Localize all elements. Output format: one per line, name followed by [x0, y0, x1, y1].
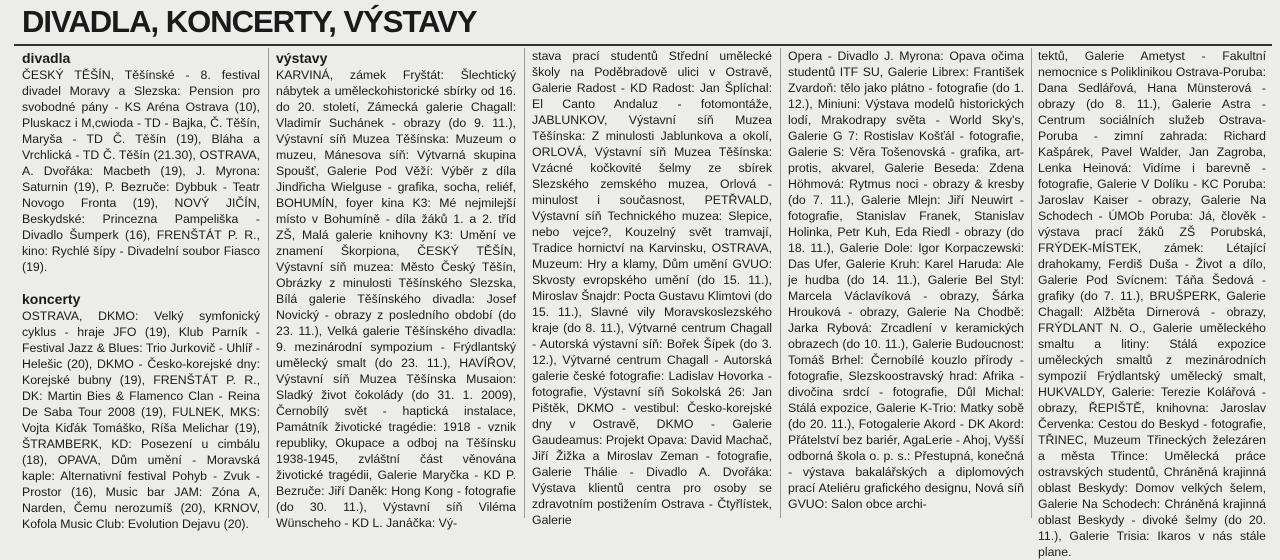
column-1 [22, 48, 260, 531]
column-5 [1038, 48, 1266, 559]
column-divider [524, 48, 525, 518]
column-divider [780, 48, 781, 518]
column-divider [1031, 48, 1032, 518]
theatre-listings: ČESKÝ TĚŠÍN, Těšínské - 8. festival divadel Moravy a Slezska: Pension pro svobodné pány - KS Aréna Ostrava (10), Pluskacz i M,cwioda - TD - Bajka, Č. Těšín, Maryša - TD Č. Těšín (19), Bláha a Vrchlická - TD Č. Těšín (21.30), OSTRAVA, A. Dvořáka: Macbeth (19), J. Myrona: Saturnin (19), P. Bezruče: Dybbuk - Teatr Novogo Fronta (19), NOVÝ JIČÍN, Beskydské: Princezna Pampeliška - Divadlo Šumperk (16), FRENŠTÁT P. R., kino: Rychlé šípy - Divadelní soubor Fiasco (19). [22, 68, 260, 274]
exhibition-listings-3: Opera - Divadlo J. Myrona: Opava očima studentů ITF SU, Galerie Librex: František Zvardoň: tělo jako plátno - fotografie (do 1. 12.), Miniuni: Výstava modelů historických lodí, Mrakodrapy světa - World Sky's, Galerie G 7: Rostislav Košťál - fotografie, Galerie S: Věra Tošenovská - grafika, art-protis, akvarel, Galerie Beseda: Zdena Höhmová: Rytmus noci - obrazy & kresby (do 7. 11.), Galerie Mlejn: Jiří Neuwirt - fotografie, Stanislav Franek, Stanislav Holinka, Petr Kuh, Eda Riedl - obrazy (do 18. 11.), Galerie Dole: Igor Korpaczewski: Das Ufer, Galerie Kruh: Karel Haruda: Ale je hudba (do 14. 11.), Galerie Bel Styl: Marcela Václavíková - obrazy, Šárka Hrouková - obrazy, Galerie Na Chodbě: Jarka Rybová: Zrcadlení v keramických obrazech (do 10. 11.), Galerie Budoucnost: Tomáš Brhel: Černobílé kouzlo přírody - fotografie, Slezskoostravský hrad: Afrika - divočina srdcí - fotografie, Důl Michal: Stálá expozice, Galerie K-Trio: Matky sobě (do 20. 11.), Fotogalerie Akord - DK Akord: Přátelství bez bariér, AgaLerie - Ahoj, Vyšší odborná škola o. p. s.: Přestupná, konečná - výstava bakalářských a diplomových prací Ateliéru grafického designu, Nová síň GVUO: Salon obce archi- [788, 49, 1024, 511]
column-3 [532, 48, 772, 527]
exhibition-listings-4: tektů, Galerie Ametyst - Fakultní nemocnice s Poliklinikou Ostrava-Poruba: Dana Sedlářová, Hana Münsterová - obrazy (do 8. 11.), Galerie Astra - Centrum sociálních služeb Ostrava-Poruba - zimní zahrada: Richard Kašpárek, Pavel Walder, Jan Zagroba, Lenka Heinová: Vidíme i barevně - fotografie, Galerie V Dolíku - KC Poruba: Jaroslav Kaiser - obrazy, Galerie Na Schodech - ÚMOb Poruba: Já, člověk - výstava prací žáků ZŠ Porubská, FRÝDEK-MÍSTEK, zámek: Létající drahokamy, Ferdiš Duša - Život a dílo, Galerie Pod Svícnem: Táňa Šedová - grafiky (do 7. 11.), BRUŠPERK, Galerie Chagall: Alžběta Dirnerová - obrazy, FRÝDLANT N. O., Galerie uměleckého smaltu a litiny: Stálá expozice uměleckých smaltů z mezinárodních sympozií Frýdlantský umělecký smalt, HUKVALDY, Galerie: Terezie Kolářová - obrazy, ŘEPIŠTĚ, knihovna: Jaroslav Červenka: Cestou do Beskyd - fotografie, TŘINEC, Muzeum Třineckých železáren a města Třince: Umělecká práce ostravských studentů, Chráněná krajinná oblast Beskydy: Domov velkých šelem, Galerie Na Schodech: Chráněná krajinná oblast Beskydy - divoké šelmy (do 20. 11.), Galerie Trisia: Ikaros v nás stále plane. [1038, 49, 1266, 559]
column-2 [276, 48, 516, 530]
column-divider [268, 48, 269, 518]
exhibition-listings-2: stava prací studentů Střední umělecké školy na Poděbradově ulici v Ostravě, Galerie Radost - KD Radost: Jan Šplíchal: El Canto Andaluz - fotomontáže, JABLUNKOV, Výstavní síň Muzea Těšínska: Z minulosti Jablunkova a okolí, ORLOVÁ, Výstavní síň Muzea Těšínska: Vzácné kočkovité šelmy ze sbírek Slezského zemského muzea, Orlová - minulost i současnost, PETŘVALD, Výstavní síň Technického muzea: Slepice, nebo vejce?, Kouzelný svět tramvají, Tradice hornictví na Karvinsku, OSTRAVA, Muzeum: Hry a klamy, Dům umění GVUO: Skvosty evropského umění (do 15. 11.), Miroslav Šnajdr: Pocta Gustavu Klimtovi (do 15. 11.), Slavné vily Moravskoslezského kraje (do 8. 11.), Výtvarné centrum Chagall - Autorská výstavní síň: Bořek Šípek (do 3. 12.), Výtvarné centrum Chagall - Autorská galerie české fotografie: Ladislav Hovorka - fotografie, Výstavní síň Sokolská 26: Jan Pištěk, DKMO - vestibul: Česko-korejské dny v Ostravě, DKMO - Galerie Gaudeamus: Projekt Opava: David Machač, Jiří Žižka a Miroslav Zeman - fotografie, Galerie Thálie - Divadlo A. Dvořáka: Výstava klientů centra pro osoby se zdravotním postižením Ostrava - Čtyřlístek, Galerie [532, 49, 772, 527]
concert-listings: OSTRAVA, DKMO: Velký symfonický cyklus - hraje JFO (19), Klub Parník - Festival Jazz & Blues: Trio Jurkovič - Uhlíř - Helešic (20), DKMO - Česko-korejské dny: Korejské bubny (19), FRENŠTÁT P. R., DK: Martin Bies & Flamenco Clan - Reina De Saba Tour 2008 (19), FULNEK, MKS: Vojta Kiďák Tomáško, Ríša Melichar (19), ŠTRAMBERK, KD: Posezení u cimbálu (18), OPAVA, Dům umění - Moravská kaple: Alternativní festival Pohyb - Zvuk - Prostor (16), Music bar JAM: Zóna A, Narden, Čemu nerozumíš (20), KRNOV, Kofola Music Club: Evolution Dejavu (20). [22, 309, 260, 531]
headline-rule [14, 44, 1272, 46]
section-headline: DIVADLA, KONCERTY, VÝSTAVY [22, 4, 477, 39]
heading-divadla: divadla [22, 50, 71, 66]
exhibition-listings-1: KARVINÁ, zámek Fryštát: Šlechtický nábytek a uměleckohistorické sbírky od 16. do 20. století, Zámecká galerie Chagall: Vladimír Suchánek - obrazy (do 9. 11.), Výstavní síň Muzea Těšínska: Muzeum o muzeu, Mánesova síň: Výtvarná skupina Spoušť, Galerie Pod Věží: Výběr z díla Jindřicha Wielguse - grafika, socha, reliéf, BOHUMÍN, foyer kina K3: Mé nejmilejší místo v Bohumíně - díla žáků 1. a 2. tříd ZŠ, Malá galerie knihovny K3: Umění ve znamení Škorpiona, ČESKÝ TĚŠÍN, Výstavní síň muzea: Město Český Těšín, Obrázky z minulosti Těšínského Slezska, Bílá galerie Těšínského divadla: Josef Novický - obrazy z posledního období (do 23. 11.), Velká galerie Těšínského divadla: 9. mezinárodní sympozium - Frýdlantský umělecký smalt (do 23. 11.), HAVÍŘOV, Výstavní síň Muzea Těšínska Musaion: Sladký život čokolády (do 31. 1. 2009), Černobílý svět - haptická instalace, Památník životické tragédie: 1918 - vznik republiky, Okupace a odboj na Těšínsku 1938-1945, zvláštní část věnována životické tragédii, Galerie Maryčka - KD P. Bezruče: Jiří Daněk: Hong Kong - fotografie (do 30. 11.), Výstavní síň Viléma Wünscheho - KD L. Janáčka: Vý- [276, 68, 516, 530]
heading-koncerty: koncerty [22, 291, 81, 307]
heading-vystavy: výstavy [276, 50, 328, 66]
column-4 [788, 48, 1024, 522]
